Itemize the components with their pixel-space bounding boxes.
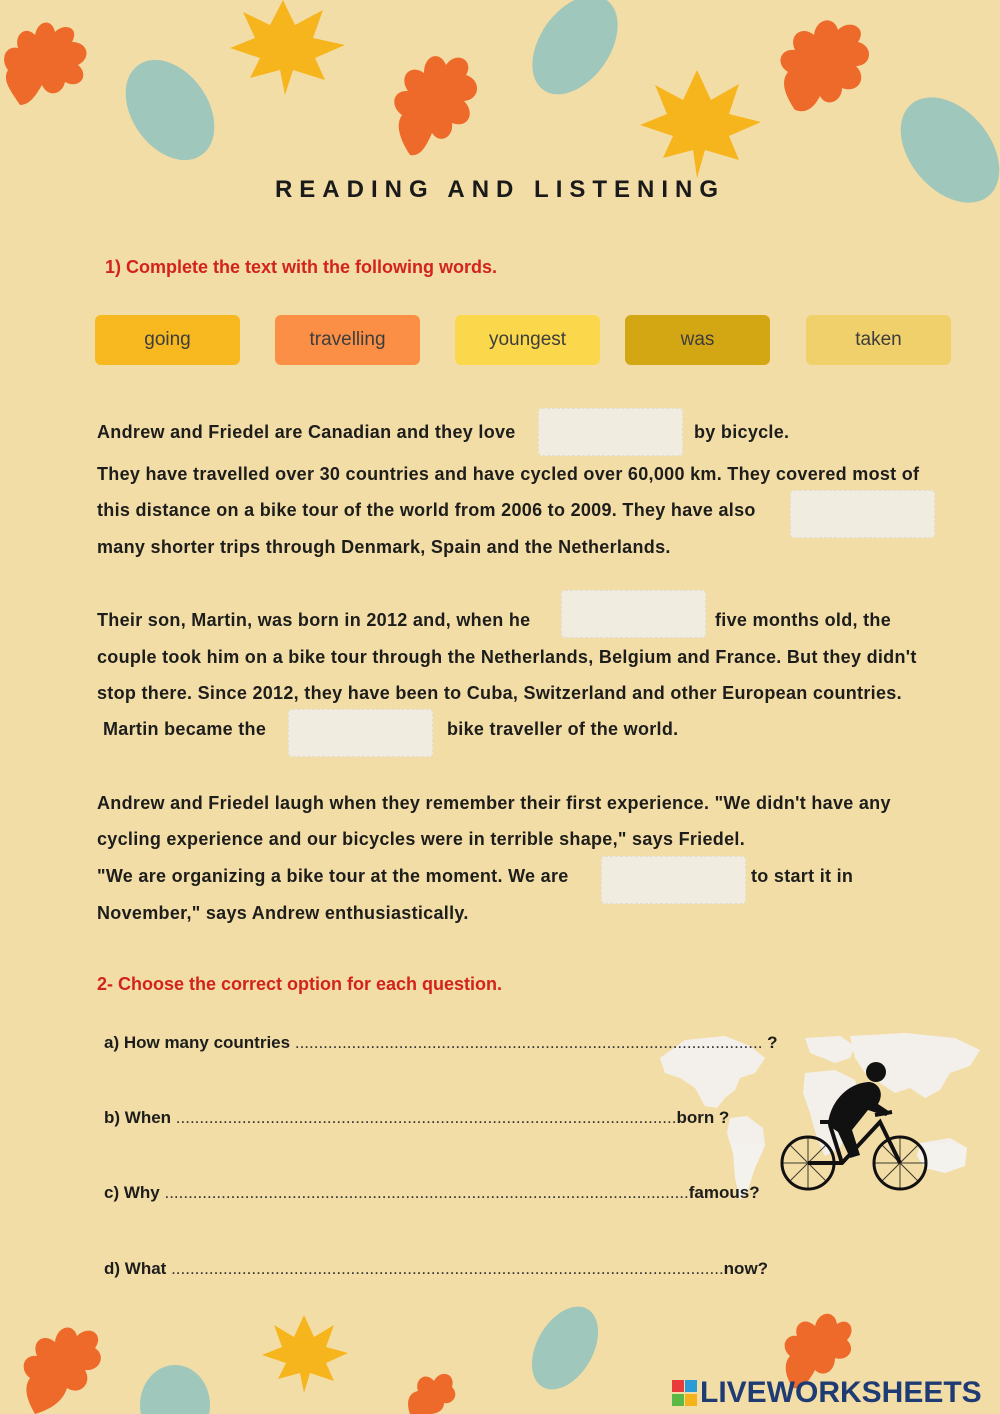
section-1-heading: 1) Complete the text with the following words. [105,257,498,277]
question-prefix: d) What [104,1259,167,1278]
word-chip-travelling[interactable]: travelling [275,315,420,365]
text-line: "We are organizing a bike tour at the moment. We are [97,866,569,886]
text-line: couple took him on a bike tour through the Netherlands, Belgium and France. But they didn't [97,647,917,667]
oak-leaf-decoration [15,1310,105,1414]
answer-line[interactable]: ................................................................................................... [294,1033,763,1052]
oak-leaf-decoration [0,10,95,120]
oak-leaf-decoration [770,0,880,120]
liveworksheets-logo-icon [672,1380,698,1408]
section-2-heading: 2- Choose the correct option for each question. [97,974,503,994]
text-line: Martin became the [103,719,267,739]
teal-leaf-decoration [130,1360,220,1414]
question-a [104,1033,778,1053]
text-line: Their son, Martin, was born in 2012 and, when he [97,610,531,630]
answer-drop-zone-5[interactable] [601,856,746,904]
text-line: by bicycle. [694,422,790,442]
text-line: stop there. Since 2012, they have been to Cuba, Switzerland and other European countries. [97,683,902,703]
word-chip-taken[interactable]: taken [806,315,951,365]
teal-leaf-decoration [110,50,230,170]
question-c [104,1183,760,1203]
question-suffix: famous? [688,1183,760,1202]
answer-line[interactable]: ............................................................................................................... [164,1183,689,1202]
text-line: five months old, the [715,610,892,630]
text-line: to start it in [751,866,854,886]
oak-leaf-decoration [400,1365,460,1414]
text-line: cycling experience and our bicycles were in terrible shape," says Friedel. [97,829,746,849]
liveworksheets-brand[interactable]: LIVEWORKSHEETS [700,1376,982,1409]
question-prefix: b) When [104,1108,172,1127]
question-suffix: now? [723,1259,769,1278]
text-line: They have travelled over 30 countries and have cycled over 60,000 km. They covered most of [97,464,920,484]
word-chip-going[interactable]: going [95,315,240,365]
answer-line[interactable]: .......................................................................................................... [175,1108,677,1127]
text-line: November," says Andrew enthusiastically. [97,903,469,923]
text-line: this distance on a bike tour of the world from 2006 to 2009. They have also [97,500,756,520]
word-chip-youngest[interactable]: youngest [455,315,600,365]
teal-leaf-decoration [520,0,630,110]
answer-drop-zone-3[interactable] [561,590,706,638]
question-prefix: a) How many countries [104,1033,291,1052]
answer-drop-zone-1[interactable] [538,408,683,456]
text-line: many shorter trips through Denmark, Spain and the Netherlands. [97,537,671,557]
question-prefix: c) Why [104,1183,160,1202]
word-chip-was[interactable]: was [625,315,770,365]
answer-drop-zone-4[interactable] [288,709,433,757]
question-b [104,1108,729,1128]
cyclist-icon [780,1060,930,1195]
oak-leaf-decoration [380,25,490,165]
question-d [104,1259,768,1279]
teal-leaf-decoration [525,1300,605,1395]
answer-line[interactable]: ..................................................................................................................... [171,1259,724,1278]
maple-leaf-decoration [635,70,765,180]
text-line: bike traveller of the world. [447,719,679,739]
text-line: Andrew and Friedel laugh when they remember their first experience. "We didn't have any [97,793,891,813]
page-title: READING AND LISTENING [274,176,726,203]
maple-leaf-decoration [225,0,350,100]
question-suffix: ? [767,1033,778,1052]
question-suffix: born ? [676,1108,730,1127]
text-line: Andrew and Friedel are Canadian and they love [97,422,516,442]
maple-leaf-decoration [260,1315,350,1395]
answer-drop-zone-2[interactable] [790,490,935,538]
